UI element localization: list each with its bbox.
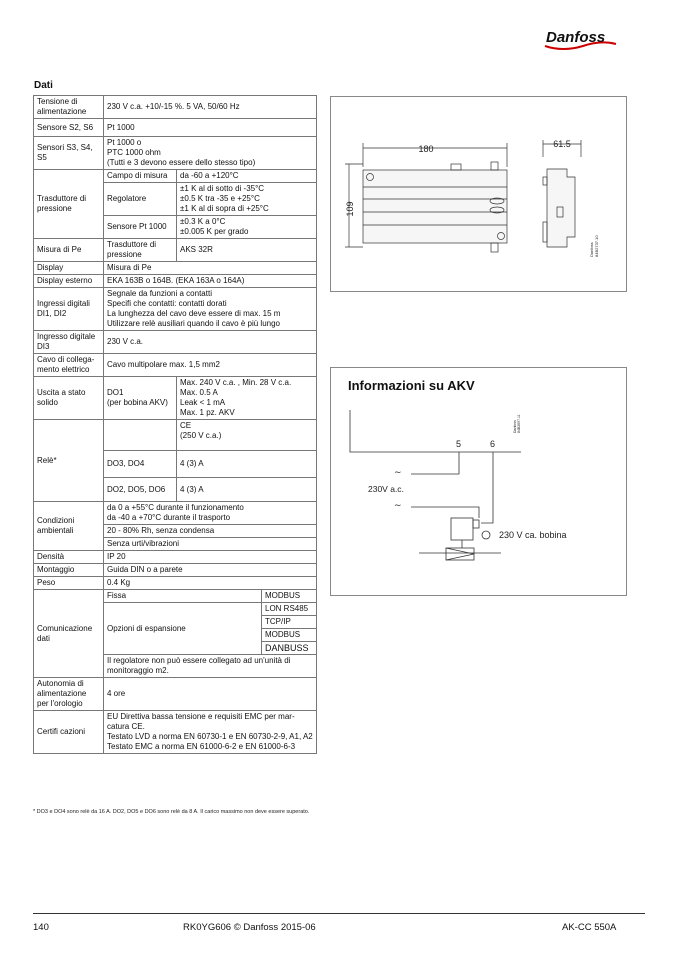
table-row: DANBUSS — [34, 642, 317, 655]
footer-divider — [33, 913, 645, 914]
table-row: Autonomia di alimentazione per l'orologio 4 ore — [34, 678, 317, 711]
table-row: Cavo di collega-mento elettrico Cavo multipolare max. 1,5 mm2 — [34, 354, 317, 377]
footnote: * DO3 e DO4 sono relè da 16 A. DO2, DO5 e DO6 sono relè da 8 A. Il carico massimo non deve essere superato. — [33, 809, 310, 815]
svg-text:61.5: 61.5 — [553, 139, 571, 149]
table-row: DO2, DO5, DO6 4 (3) A — [34, 478, 317, 502]
dimension-drawing — [330, 96, 627, 292]
table-row: Ingressi digitali DI1, DI2 Segnale da funzioni a contatti Specifi che contatti: contatti dorati La lunghezza del cavo deve essere di max. 15 m Utilizzare relè ausiliari quando il cavo è più lungo — [34, 288, 317, 331]
table-row: Display esterno EKA 163B o 164B. (EKA 163A o 164A) — [34, 275, 317, 288]
table-row: Opzioni di espansione LON RS485 — [34, 603, 317, 616]
table-row: Densità IP 20 — [34, 551, 317, 564]
svg-text:Danfoss: Danfoss — [513, 420, 517, 433]
svg-text:84B2697.11: 84B2697.11 — [517, 414, 521, 433]
table-row: 20 - 80% Rh, senza condensa — [34, 525, 317, 538]
table-row: Tensione di alimentazione 230 V c.a. +10/-15 %. 5 VA, 50/60 Hz — [34, 96, 317, 119]
table-row: Certifi cazioni EU Direttiva bassa tensione e requisiti EMC per mar-catura CE. Testato LVD a norma EN 60730-1 e EN 60730-2-9, A1, A2 Testato EMC a norma EN 61000-6-2 e EN 61000-6-3 — [34, 711, 317, 754]
akv-title: Informazioni su AKV — [348, 378, 475, 393]
table-row: Regolatore ±1 K al di sotto di -35°C ±0.5 K tra -35 e +25°C ±1 K al di sopra di +25°C — [34, 183, 317, 216]
table-row: Sensori S3, S4, S5 Pt 1000 o PTC 1000 ohm (Tutti e 3 devono essere dello stesso tipo) — [34, 137, 317, 170]
svg-text:5: 5 — [456, 439, 462, 449]
section-title: Dati — [34, 80, 53, 91]
svg-text:84B2737.10: 84B2737.10 — [594, 235, 599, 257]
svg-text:Danfoss: Danfoss — [589, 242, 594, 257]
page-number: 140 — [33, 922, 49, 933]
svg-text:230V a.c.: 230V a.c. — [368, 484, 404, 494]
table-row: Comunicazione dati Fissa MODBUS — [34, 590, 317, 603]
table-row: Senza urti/vibrazioni — [34, 538, 317, 551]
table-row: DO3, DO4 4 (3) A — [34, 451, 317, 478]
svg-text:6: 6 — [490, 439, 496, 449]
table-row: Uscita a stato solido DO1 (per bobina AKV) Max. 240 V c.a. , Min. 28 V c.a. Max. 0.5 A Leak < 1 mA Max. 1 pz. AKV — [34, 377, 317, 420]
table-row: Sensore Pt 1000 ±0.3 K a 0°C ±0.005 K per grado — [34, 216, 317, 239]
product-name: AK-CC 550A — [562, 922, 617, 933]
svg-text:∼: ∼ — [394, 467, 402, 477]
table-row: Sensore S2, S6 Pt 1000 — [34, 119, 317, 137]
table-row: Montaggio Guida DIN o a parete — [34, 564, 317, 577]
table-row: TCP/IP — [34, 616, 317, 629]
spec-table — [33, 95, 317, 754]
table-row: Relè* CE (250 V c.a.) — [34, 420, 317, 451]
table-row: Misura di Pe Trasduttore di pressione AKS 32R — [34, 239, 317, 262]
svg-text:109: 109 — [345, 201, 355, 217]
table-row: Ingresso digitale DI3 230 V c.a. — [34, 331, 317, 354]
danfoss-logo — [543, 22, 618, 52]
akv-info-panel — [330, 367, 627, 596]
table-row: MODBUS — [34, 629, 317, 642]
table-row: Il regolatore non può essere collegato ad un'unità di monitoraggio m2. — [34, 655, 317, 678]
svg-text:Danfoss: Danfoss — [546, 29, 606, 46]
table-row: Peso 0.4 Kg — [34, 577, 317, 590]
svg-text:230 V ca. bobina: 230 V ca. bobina — [499, 530, 567, 540]
table-row: Condizioni ambientali da 0 a +55°C durante il funzionamento da -40 a +70°C durante il trasporto — [34, 502, 317, 525]
table-row: Trasduttore di pressione Campo di misura da -60 a +120°C — [34, 170, 317, 183]
svg-text:180: 180 — [418, 144, 434, 154]
svg-text:∼: ∼ — [394, 500, 402, 510]
doc-reference: RK0YG606 © Danfoss 2015-06 — [183, 922, 316, 933]
table-row: Display Misura di Pe — [34, 262, 317, 275]
